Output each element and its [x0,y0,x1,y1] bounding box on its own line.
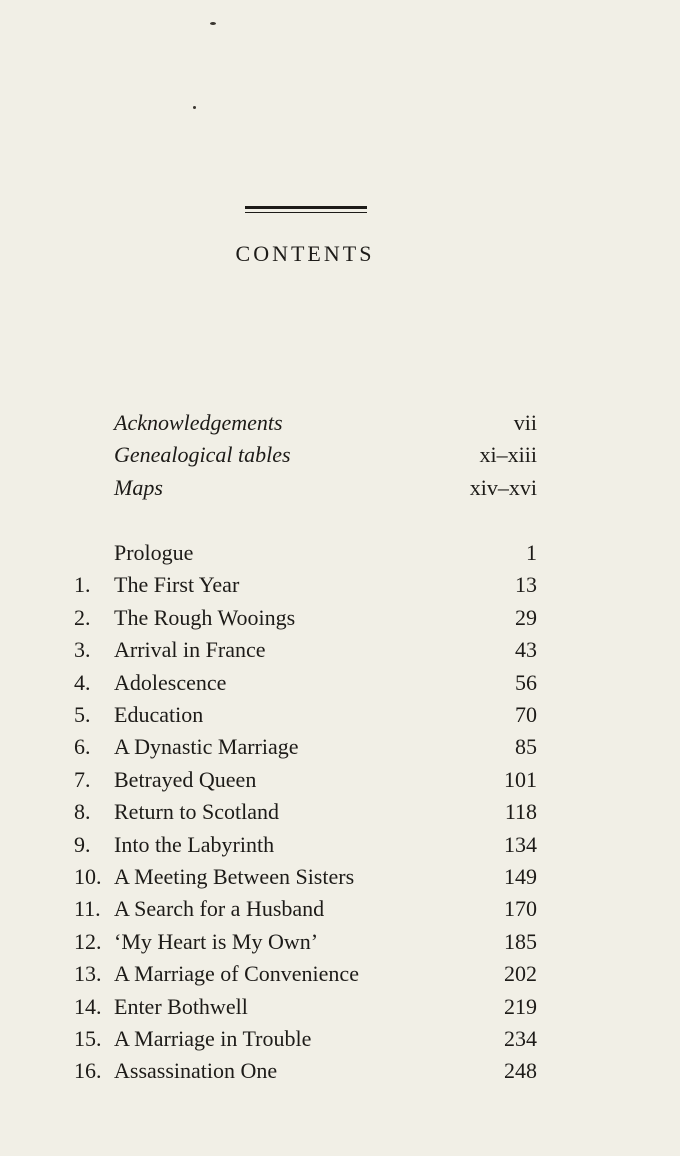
entry-page-number: xiv–xvi [469,475,537,500]
chapter-entry[interactable] [0,667,680,699]
chapter-entry[interactable] [0,796,680,828]
chapter-title: Adolescence [114,670,227,695]
heading-rule-thin [245,212,367,213]
chapter-page-number: 234 [504,1026,537,1051]
front-matter-entry[interactable] [0,439,680,471]
chapter-number: 11. [74,896,101,921]
chapter-number: 12. [74,929,102,954]
chapter-page-number: 43 [515,637,537,662]
chapter-entry[interactable] [0,569,680,601]
chapter-page-number: 29 [515,605,537,630]
chapter-entry[interactable] [0,699,680,731]
chapter-page-number: 85 [515,734,537,759]
front-matter-entry[interactable] [0,407,680,439]
chapter-page-number: 118 [504,799,537,824]
chapter-title: ‘My Heart is My Own’ [114,929,319,954]
chapter-title: A Search for a Husband [114,896,325,921]
chapter-title: The Rough Wooings [114,605,296,630]
chapter-title: A Dynastic Marriage [114,734,299,759]
entry-title: Genealogical tables [114,442,291,467]
entry-page-number: vii [513,410,537,435]
chapter-page-number: 149 [504,864,537,889]
entry-page-number: xi–xiii [479,442,537,467]
chapter-number: 5. [74,702,91,727]
chapter-number: 15. [74,1026,102,1051]
entry-title: Maps [114,475,163,500]
chapter-title: A Marriage in Trouble [114,1026,312,1051]
chapter-title: Into the Labyrinth [114,832,275,857]
chapter-page-number: 1 [526,540,537,565]
chapter-title: Return to Scotland [114,799,279,824]
contents-heading: CONTENTS [235,241,375,266]
chapter-number: 16. [74,1058,102,1083]
chapter-entry[interactable] [0,537,680,569]
chapter-number: 13. [74,961,102,986]
chapter-page-number: 248 [504,1058,537,1083]
chapter-page-number: 134 [504,832,537,857]
chapter-entry[interactable] [0,893,680,925]
chapter-page-number: 185 [504,929,537,954]
chapter-title: Betrayed Queen [114,767,257,792]
chapter-page-number: 101 [504,767,537,792]
entry-title: Acknowledgements [114,410,283,435]
chapter-entry[interactable] [0,764,680,796]
chapter-number: 6. [74,734,91,759]
chapter-number: 1. [74,572,91,597]
heading-rule-thick [245,206,367,209]
chapter-title: A Marriage of Convenience [114,961,359,986]
chapter-entry[interactable] [0,829,680,861]
chapter-title: Enter Bothwell [114,994,248,1019]
chapter-page-number: 219 [504,994,537,1019]
chapter-entry[interactable] [0,1023,680,1055]
ink-speck [193,106,196,109]
chapter-number: 4. [74,670,91,695]
front-matter-entry[interactable] [0,472,680,504]
chapter-entry[interactable] [0,731,680,763]
chapter-title: The First Year [114,572,240,597]
chapter-page-number: 13 [515,572,537,597]
chapter-entry[interactable] [0,958,680,990]
chapter-entry[interactable] [0,991,680,1023]
chapter-number: 10. [74,864,102,889]
ink-speck [210,22,216,25]
chapter-title: Education [114,702,204,727]
chapter-number: 9. [74,832,91,857]
chapter-number: 14. [74,994,102,1019]
chapter-title: Assassination One [114,1058,278,1083]
chapter-page-number: 202 [504,961,537,986]
chapter-entry[interactable] [0,861,680,893]
chapter-number: 3. [74,637,91,662]
chapter-entry[interactable] [0,602,680,634]
chapter-page-number: 56 [515,670,537,695]
chapter-number: 8. [74,799,91,824]
chapter-title: A Meeting Between Sisters [114,864,355,889]
chapter-entry[interactable] [0,926,680,958]
chapter-entry[interactable] [0,1055,680,1087]
chapter-page-number: 70 [515,702,537,727]
chapter-title: Prologue [114,540,194,565]
chapter-number: 7. [74,767,91,792]
chapter-number: 2. [74,605,91,630]
chapter-title: Arrival in France [114,637,266,662]
chapter-page-number: 170 [504,896,537,921]
chapter-entry[interactable] [0,634,680,666]
